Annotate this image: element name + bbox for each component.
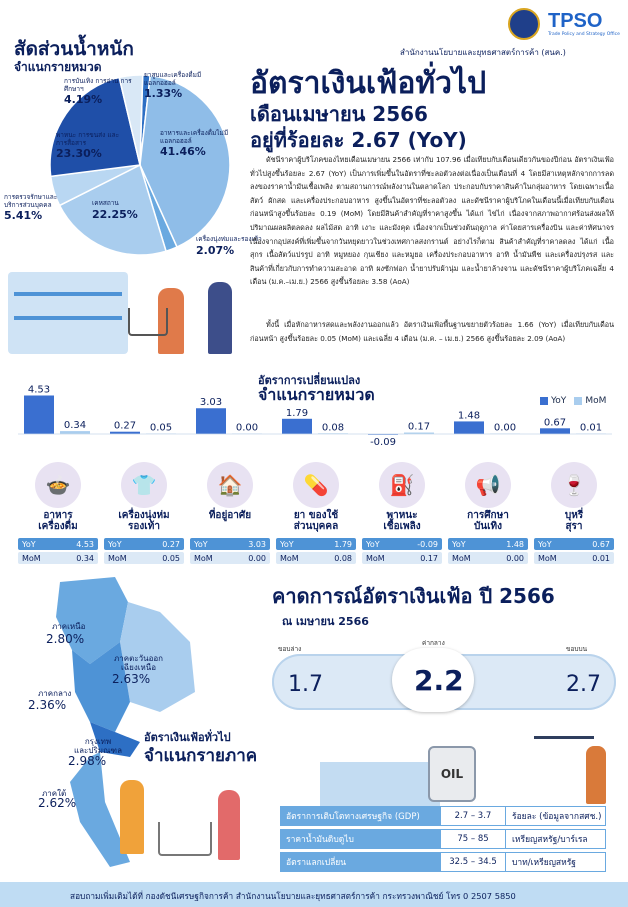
assumption-unit: บาท/เหรียญสหรัฐ [506,852,606,872]
bar-value-label: 0.01 [579,422,603,434]
bar-value-label: 0.08 [321,422,345,434]
assumption-label: ราคาน้ำมันดิบดูไบ [280,829,440,849]
category-card [190,462,270,564]
shopper-figure [208,282,232,354]
mom-value: 0.34 [76,553,94,563]
mom-value: 0.08 [334,553,352,563]
yoy-tag: YoY [194,539,208,549]
bar-yoy [540,428,570,434]
category-card [104,462,184,564]
core-inflation-paragraph: ทั้งนี้ เมื่อหักอาหารสดและพลังงานออกแล้ว อัตราเงินเฟ้อพื้นฐานขยายตัวร้อยละ 1.66 (YoY) เมื่อเทียบกับเดือนก่อนหน้า สูงขึ้นร้อยละ 0.05 (MoM) และเฉลี่ย 4 เดือน (ม.ค. – เม.ย.) 2566 สูงขึ้นร้อยละ 2.09 (AoA) [250,320,614,343]
shoppers-illustration [100,770,280,870]
pie-label-text: การตรวจรักษาและบริการส่วนบุคคล [4,193,58,209]
bar-value-label: 0.00 [493,422,517,434]
main-title-line3: อยู่ที่ร้อยละ 2.67 (YoY) [250,128,467,152]
category-card [534,462,614,564]
shopper-figure [120,780,144,854]
yoy-tag: YoY [366,539,380,549]
pie-label-text: พาหนะ การขนส่ง และการสื่อสาร [56,131,120,147]
yoy-value: 4.53 [76,539,94,549]
category-label: การศึกษา บันเทิง [467,510,509,532]
weights-title: สัดส่วนน้ำหนัก [14,38,134,60]
assumption-value: 2.7 – 3.7 [440,806,506,826]
forecast-low-value: 1.7 [288,672,323,697]
yoy-tag: YoY [452,539,466,549]
bar-value-label: 0.67 [543,417,567,429]
tpso-subtitle: Trade Policy and Strategy Office [548,32,620,37]
city-skyline [320,762,440,806]
shopping-cart-icon [158,822,212,856]
pie-label-text: เคหสถาน [92,199,119,207]
mom-tag: MoM [538,553,557,563]
region-northeast-name: ภาคตะวันออก เฉียงเหนือ [114,654,164,672]
pie-label-value: 23.30% [56,147,102,160]
category-card [18,462,98,564]
bar-value-label: 0.27 [113,420,137,432]
bar-value-label: 0.34 [63,420,87,432]
yoy-value: 3.03 [248,539,266,549]
category-mom [104,552,184,564]
summary-paragraph: ดัชนีราคาผู้บริโภคของไทยเดือนเมษายน 2566 เท่ากับ 107.96 เมื่อเทียบกับเดือนเดียวกันของปีก่อน อัตราเงินเฟ้อทั่วไปสูงขึ้นร้อยละ 2.67 (YoY) เป็นการเพิ่มขึ้นในอัตราที่ชะลอตัวลงต่อเนื่องเป็นเดือนที่ 4 โดยมีสาเหตุหลักจากการลดลงของราคาน้ำมันเชื้อเพลิง ตามสถานการณ์พลังงานในตลาดโลก ประกอบกับราคาสินค้าในกลุ่มอาหาร โดยเฉพาะเนื้อสัตว์ ผักสด และเครื่องประกอบอาหาร สูงขึ้นในอัตราที่ชะลอตัวลง และดัชนีราคาผู้บริโภคในเดือนนี้เมื่อเทียบกับเดือนก่อนหน้าสูงขึ้นร้อยละ 0.19 (MoM) โดยมีสินค้าสำคัญที่ราคาสูงขึ้น ได้แก่ ไข่ไก่ เนื่องจากสภาพอากาศร้อนส่งผลให้ปริมาณผลผลิตลดลง ผลไม้สด อาทิ เงาะ และมังคุด เนื่องจากเป็นช่วงต้นฤดูกาล ค่าโดยสารเครื่องบิน และค่าทัศนาจร เนื่องจากอุปสงค์ที่เพิ่มขึ้นจากวันหยุดยาวในช่วงเทศกาลสงกรานต์ อย่างไรก็ตาม สินค้าสำคัญที่ราคาลดลง ได้แก่ เนื้อสุกร เนื้อสัตว์แปรรูป อาทิ หมูหยอง กุนเชียง และหมูยอ เครื่องประกอบอาหาร อาทิ น้ำมันพืช และเครื่องปรุงรส และสินค้าที่เกี่ยวกับการทำความสะอาด อาทิ ผงซักฟอก น้ำยาปรับผ้านุ่ม และน้ำยาล้างจาน และดัชนีราคาผู้บริโภคเฉลี่ย 4 เดือน (ม.ค.–เม.ย.) 2566 สูงขึ้นร้อยละ 3.58 (AoA) [250,155,614,287]
yoy-tag: YoY [108,539,122,549]
forecast-mid-value: 2.2 [414,664,464,697]
mom-value: 0.00 [506,553,524,563]
pie-label-value: 4.19% [64,93,103,106]
mom-tag: MoM [194,553,213,563]
forecast-high-value: 2.7 [566,672,601,697]
mom-tag: MoM [22,553,41,563]
category-yoy [104,538,184,550]
mom-tag: MoM [452,553,471,563]
shop-shelf [8,272,128,354]
pie-label-text: ยาสูบและเครื่องดื่มมีแอลกอฮอล์ [144,71,202,87]
assumption-label: อัตราแลกเปลี่ยน [280,852,440,872]
bar-value-label: -0.09 [370,436,396,448]
legend-yoy-label: YoY [551,396,567,406]
region-north-name: ภาคเหนือ [52,622,86,631]
mom-value: 0.17 [420,553,438,563]
category-label: พาหนะ เชื้อเพลิง [383,510,421,532]
shopping-cart-icon [128,308,168,336]
tpso-logo: TPSO [548,10,603,32]
bar-mom [60,431,90,434]
yoy-tag: YoY [538,539,552,549]
pie-label [64,78,134,106]
forecast-mid-label: ค่ากลาง [422,639,445,647]
category-label: ยา ของใช้ ส่วนบุคคล [293,510,339,532]
medicine-icon: 💊 [293,462,339,508]
fuel-icon: ⛽ [379,462,425,508]
pie-label [160,130,230,158]
pie-label [92,200,162,221]
assumption-label: อัตราการเติบโตทางเศรษฐกิจ (GDP) [280,806,440,826]
category-yoy [534,538,614,550]
bar-value-label: 0.17 [407,421,431,433]
region-central-name: ภาคกลาง [38,689,72,698]
region-bangkok-name: กรุงเทพ และปริมณฑล [74,737,122,755]
mom-value: 0.00 [248,553,266,563]
category-card [362,462,442,564]
assumption-unit: เหรียญสหรัฐ/บาร์เรล [506,829,606,849]
assumptions-table [280,806,616,875]
weights-subtitle: จำแนกรายหมวด [14,60,102,74]
shop-shelf-row [14,316,122,320]
category-card [448,462,528,564]
yoy-value: 1.79 [334,539,352,549]
pie-label-text: อาหารและเครื่องดื่มไม่มีแอลกอฮอล์ [160,129,229,145]
liquor-icon: 🍷 [551,462,597,508]
assumption-value: 75 – 85 [440,829,506,849]
footer-contact: สอบถามเพิ่มเติมได้ที่ กองดัชนีเศรษฐกิจการค้า สำนักงานนโยบายและยุทธศาสตร์การค้า กระทรวงพาณิชย์ โทร 0 2507 5850 [70,891,516,901]
education-icon: 📢 [465,462,511,508]
pie-label-value: 5.41% [4,209,43,222]
house-icon: 🏠 [207,462,253,508]
category-label: บุหรี่ สุรา [564,510,584,532]
bar-yoy [24,395,54,434]
region-south-value: 2.62% [38,796,77,810]
legend-mom-label: MoM [585,396,607,406]
assumption-unit: ร้อยละ (ข้อมูลจากสศช.) [506,806,606,826]
category-mom [534,552,614,564]
pie-label [144,72,214,100]
assumption-row [280,806,616,826]
yoy-value: 0.27 [162,539,180,549]
bar-value-label: 4.53 [27,384,51,396]
bar-value-label: 1.79 [285,407,309,419]
mom-tag: MoM [366,553,385,563]
forecast-subtitle: ณ เมษายน 2566 [282,615,369,628]
org-name: สำนักงานนโยบายและยุทธศาสตร์การค้า (สนค.) [400,48,566,57]
change-title-small: อัตราการเปลี่ยนแปลง [258,374,361,387]
region-bangkok-value: 2.98% [68,754,107,768]
yoy-value: 0.67 [592,539,610,549]
bar-value-label: 3.03 [199,397,223,409]
pie-label-value: 1.33% [144,87,183,100]
bar-value-label: 0.00 [235,422,259,434]
mom-value: 0.05 [162,553,180,563]
region-title-small: อัตราเงินเฟ้อทั่วไป [144,731,231,744]
mom-tag: MoM [108,553,127,563]
bar-value-label: 1.48 [457,410,481,422]
category-mom [276,552,356,564]
forecast-high-label: ขอบบน [566,645,588,653]
category-yoy [190,538,270,550]
category-label: ที่อยู่อาศัย [208,510,252,521]
header-logos [508,8,623,42]
main-title-line2: เดือนเมษายน 2566 [250,102,428,126]
category-yoy [448,538,528,550]
bar-yoy [454,421,484,434]
shopper-figure [218,790,240,860]
assumption-row [280,829,616,849]
pie-label [4,194,74,222]
change-title-big: จำแนกรายหมวด [258,385,375,404]
assumption-row [280,852,616,872]
category-yoy [362,538,442,550]
yoy-value: 1.48 [506,539,524,549]
category-mom [448,552,528,564]
category-mom [190,552,270,564]
shopping-illustration [8,258,248,354]
shirt-icon: 👕 [121,462,167,508]
forecast-title: คาดการณ์อัตราเงินเฟ้อ ปี 2566 [272,584,555,608]
balance-scale-icon [534,736,594,739]
forecast-low-label: ขอบล่าง [278,645,302,653]
pie-label-text: การบันเทิง การอ่าน การศึกษาฯ [64,77,132,93]
shop-shelf-row [14,292,122,296]
category-yoy [18,538,98,550]
region-central-value: 2.36% [28,698,67,712]
category-yoy [276,538,356,550]
economy-illustration [280,718,620,806]
main-title-line1: อัตราเงินเฟ้อทั่วไป [250,66,487,101]
category-label: เครื่องนุ่งห่ม รองเท้า [118,510,170,532]
pie-label-value: 41.46% [160,145,206,158]
change-bar-chart [8,384,620,458]
category-card [276,462,356,564]
economist-figure [586,746,606,804]
yoy-tag: YoY [22,539,36,549]
region-north-value: 2.80% [46,632,85,646]
bar-yoy [282,419,312,434]
assumption-value: 32.5 – 34.5 [440,852,506,872]
region-northeast-value: 2.63% [112,672,151,686]
ministry-seal-icon [508,8,540,40]
pie-label-text: เครื่องนุ่งห่มและรองเท้า [196,235,262,243]
mom-value: 0.01 [592,553,610,563]
bar-yoy [196,408,226,434]
category-mom [362,552,442,564]
weights-pie-chart [20,70,260,260]
yoy-value: -0.09 [417,539,438,549]
pie-label-value: 22.25% [92,207,138,221]
pie-label-value: 2.07% [196,243,235,257]
category-mom [18,552,98,564]
pie-label [56,132,126,160]
mom-tag: MoM [280,553,299,563]
region-south-name: ภาคใต้ [42,789,67,798]
region-title-big: จำแนกรายภาค [144,746,258,766]
oil-barrel-icon: OIL [428,746,476,802]
food-icon: 🍲 [35,462,81,508]
category-label: อาหาร เครื่องดื่ม [38,510,78,532]
yoy-tag: YoY [280,539,294,549]
bar-value-label: 0.05 [149,422,173,434]
